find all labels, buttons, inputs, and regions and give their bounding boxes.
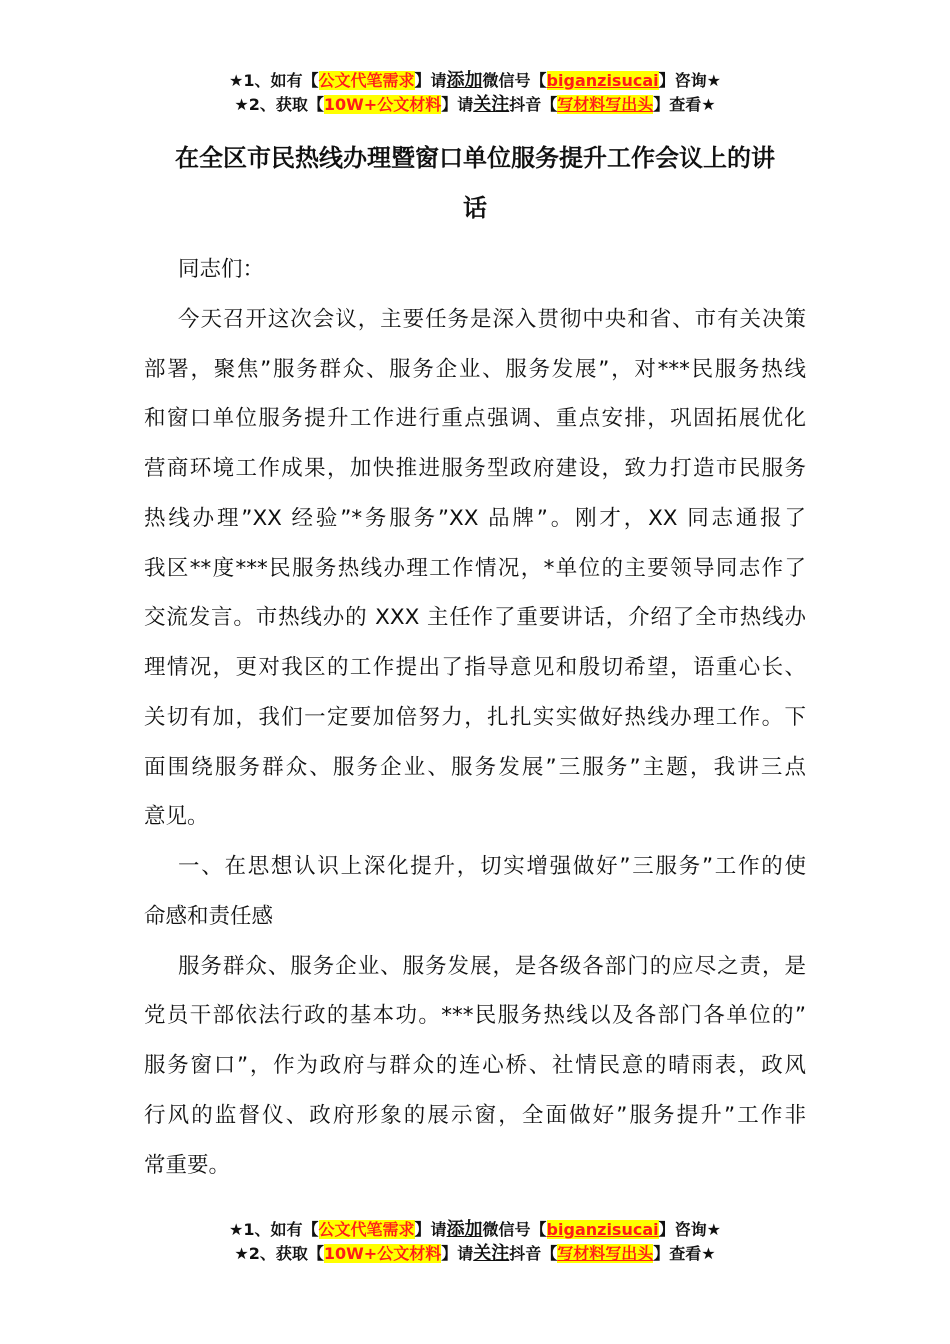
douyin-id: 写材料写出头: [557, 1244, 654, 1263]
banner-emphasis: 添加: [446, 1219, 483, 1240]
paragraph-line: 理情况，更对我区的工作提出了指导意见和殷切希望，语重心长、: [144, 655, 806, 680]
paragraph-line: 命感和责任感: [144, 903, 274, 929]
banner-text: 】请: [441, 1244, 474, 1263]
banner-text: ★1、如有【: [229, 71, 319, 90]
paragraph-line: 我区**度***民服务热线办理工作情况，*单位的主要领导同志作了: [144, 555, 806, 581]
banner-highlight: 公文代笔需求: [318, 71, 415, 90]
paragraph-line: 同志们：: [178, 257, 265, 282]
banner-highlight: 10W+公文材料: [323, 1244, 442, 1263]
wechat-id: biganzisucai: [546, 1220, 659, 1239]
paragraph-line: 热线办理”XX 经验”*务服务”XX 品牌”。刚才，XX 同志通报了: [144, 505, 806, 531]
banner-text: 】请: [441, 95, 474, 114]
banner-text: 微信号【: [482, 71, 547, 90]
banner-text: 抖音【: [509, 1244, 558, 1263]
paragraph-line: 服务窗口”，作为政府与群众的连心桥、社情民意的晴雨表，政风: [144, 1053, 806, 1078]
banner-line-2: [0, 93, 950, 117]
paragraph-line: 交流发言。市热线办的 XXX 主任作了重要讲话，介绍了全市热线办: [144, 605, 806, 631]
banner-text: 】咨询★: [658, 1220, 721, 1239]
paragraph-line: 党员干部依法行政的基本功。***民服务热线以及各部门各单位的”: [144, 1003, 806, 1029]
banner-highlight: 10W+公文材料: [323, 95, 442, 114]
banner-line-1: [0, 1218, 950, 1242]
paragraph-line: 常重要。: [144, 1152, 231, 1178]
wechat-id: biganzisucai: [546, 71, 659, 90]
paragraph-line: 部署，聚焦”服务群众、服务企业、服务发展”，对***民服务热线: [144, 356, 806, 382]
douyin-id: 写材料写出头: [557, 95, 654, 114]
paragraph-line: 一、在思想认识上深化提升，切实增强做好”三服务”工作的使: [178, 854, 806, 879]
paragraph-line: 意见。: [144, 804, 209, 830]
paragraph-line: 面围绕服务群众、服务企业、服务发展”三服务”主题，我讲三点: [144, 754, 806, 780]
banner-emphasis: 关注: [473, 1243, 510, 1264]
paragraph-line: 关切有加，我们一定要加倍努力，扎扎实实做好热线办理工作。下: [144, 704, 806, 730]
document-title: 在全区市民热线办理暨窗口单位服务提升工作会议上的讲: [175, 144, 775, 172]
banner-emphasis: 关注: [473, 94, 510, 115]
banner-text: ★2、获取【: [234, 95, 324, 114]
banner-line-1: [0, 69, 950, 93]
banner-emphasis: 添加: [446, 70, 483, 91]
banner-text: 】请: [414, 1220, 447, 1239]
paragraph-line: 今天召开这次会议，主要任务是深入贯彻中央和省、市有关决策: [178, 306, 806, 332]
document-title-continued: 话: [463, 194, 487, 222]
paragraph-line: 服务群众、服务企业、服务发展，是各级各部门的应尽之责，是: [178, 953, 806, 979]
banner-highlight: 公文代笔需求: [318, 1220, 415, 1239]
paragraph-line: 和窗口单位服务提升工作进行重点强调、重点安排，巩固拓展优化: [144, 406, 806, 432]
banner-text: 】查看★: [653, 95, 716, 114]
banner-text: 】查看★: [653, 1244, 716, 1263]
banner-text: ★2、获取【: [234, 1244, 324, 1263]
banner-text: ★1、如有【: [229, 1220, 319, 1239]
banner-text: 微信号【: [482, 1220, 547, 1239]
paragraph-line: 行风的监督仪、政府形象的展示窗，全面做好”服务提升”工作非: [144, 1102, 806, 1128]
banner-text: 】请: [414, 71, 447, 90]
banner-text: 抖音【: [509, 95, 558, 114]
paragraph-line: 营商环境工作成果，加快推进服务型政府建设，致力打造市民服务: [144, 456, 806, 481]
banner-line-2: [0, 1242, 950, 1266]
banner-text: 】咨询★: [658, 71, 721, 90]
